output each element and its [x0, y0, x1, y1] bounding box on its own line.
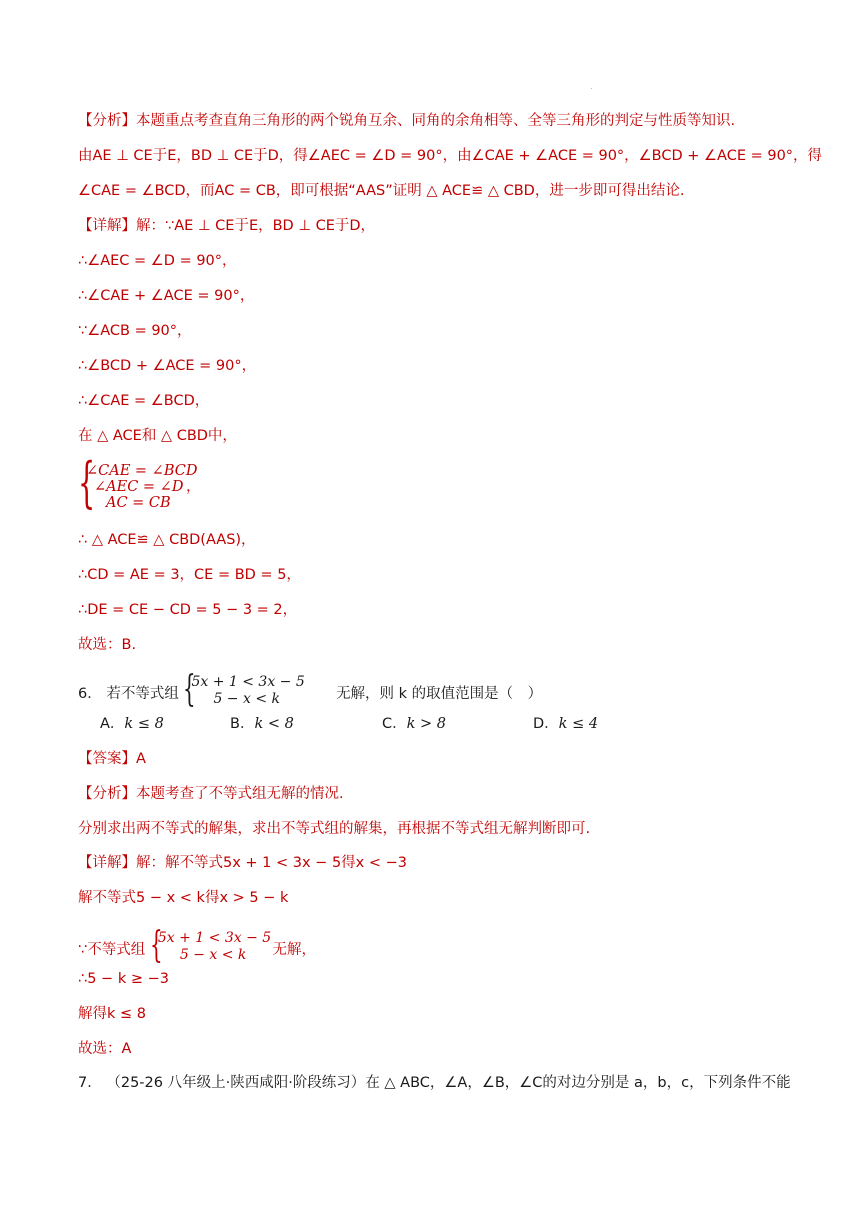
- answer-value: A: [136, 751, 146, 767]
- left-brace: {: [149, 925, 163, 966]
- option-label: B．: [230, 716, 255, 732]
- option-label: C．: [382, 716, 407, 732]
- analysis-line-2: 由AE ⊥ CE于E，BD ⊥ CE于D，得∠AEC = ∠D = 90°，由∠CAE + ∠ACE = 90°，∠BCD + ∠ACE = 90°，得: [78, 148, 823, 164]
- detail-text: 解：∵AE ⊥ CE于E，BD ⊥ CE于D，: [136, 218, 376, 234]
- detail-text: 解：解不等式5x + 1 < 3x − 5得x < −3: [136, 855, 407, 871]
- detail6-line-4: ∴5 − k ≥ −3: [78, 971, 169, 987]
- detail-system: [149, 925, 272, 966]
- detail-line-9: ∴CD = AE = 3，CE = BD = 5，: [78, 567, 301, 583]
- option-label: D．: [533, 716, 559, 732]
- question-text: 在 △ ABC，∠A，∠B，∠C的对边分别是 a，b，c，下列条件不能: [365, 1075, 791, 1091]
- question-pre: 若不等式组: [106, 686, 179, 702]
- system-row-2: 5 − x < k: [213, 691, 281, 707]
- detail-line-6: ∴∠CAE = ∠BCD，: [78, 393, 210, 409]
- detail6-line-1: [78, 853, 407, 873]
- system-row-2: ∠AEC = ∠D: [94, 479, 184, 495]
- question-source: （25-26 八年级上·陕西咸阳·阶段练习）: [106, 1075, 366, 1091]
- detail-line-11: 故选：B.: [78, 637, 137, 653]
- option-d[interactable]: [533, 714, 598, 734]
- question-number: 7．: [78, 1075, 102, 1091]
- option-value: k < 8: [254, 716, 294, 732]
- left-brace: {: [183, 669, 197, 710]
- system-row-2: 5 − x < k: [179, 947, 247, 963]
- scan-speck: [591, 88, 592, 89]
- analysis-line-1: [78, 111, 735, 131]
- analysis-label: 【分析】: [78, 786, 136, 802]
- analysis6-line-1: [78, 784, 344, 804]
- option-b[interactable]: [230, 714, 294, 734]
- system-row-1: ∠CAE = ∠BCD: [86, 463, 198, 479]
- answer-label: 【答案】: [78, 751, 136, 767]
- left-brace: {: [78, 451, 96, 514]
- detail6-line-2: 解不等式5 − x < k得x > 5 − k: [78, 890, 289, 906]
- question-6: [78, 669, 543, 710]
- detail-line-8: ∴ △ ACE≌ △ CBD(AAS)，: [78, 532, 256, 548]
- analysis-label: 【分析】: [78, 113, 136, 129]
- line-pre: ∵不等式组: [78, 942, 146, 958]
- detail6-line-6: 故选：A: [78, 1041, 132, 1057]
- analysis-text: 本题考查了不等式组无解的情况.: [136, 786, 344, 802]
- analysis-text: 本题重点考查直角三角形的两个锐角互余、同角的余角相等、全等三角形的判定与性质等知识.: [136, 113, 736, 129]
- detail-line-5: ∴∠BCD + ∠ACE = 90°，: [78, 358, 257, 374]
- option-value: k ≤ 4: [558, 716, 599, 732]
- system-row-3: AC = CB: [106, 495, 171, 511]
- detail-line-7: 在 △ ACE和 △ CBD中，: [78, 428, 237, 444]
- system-row-1: 5x + 1 < 3x − 5: [191, 674, 305, 690]
- system-tail: ，: [186, 479, 201, 495]
- option-a[interactable]: [100, 714, 164, 734]
- analysis6-line-2: 分别求出两不等式的解集，求出不等式组的解集，再根据不等式组无解判断即可.: [78, 821, 591, 837]
- detail-label: 【详解】: [78, 855, 136, 871]
- question-post: 无解，则 k 的取值范围是（ ）: [336, 686, 543, 702]
- detail6-line-5: 解得k ≤ 8: [78, 1006, 146, 1022]
- detail-line-1: [78, 216, 375, 236]
- detail-line-3: ∴∠CAE + ∠ACE = 90°，: [78, 288, 255, 304]
- answer-line: [78, 749, 146, 769]
- question-number: 6．: [78, 686, 102, 702]
- option-value: k ≤ 8: [124, 716, 164, 732]
- detail-label: 【详解】: [78, 218, 136, 234]
- detail6-line-3: [78, 925, 316, 966]
- option-value: k > 8: [406, 716, 447, 732]
- detail-line-2: ∴∠AEC = ∠D = 90°，: [78, 253, 237, 269]
- question-7: [78, 1073, 791, 1093]
- system-row-1: 5x + 1 < 3x − 5: [157, 930, 272, 946]
- line-post: 无解，: [272, 942, 316, 958]
- detail-line-4: ∵∠ACB = 90°，: [78, 323, 192, 339]
- analysis-line-3: ∠CAE = ∠BCD，而AC = CB，即可根据“AAS”证明 △ ACE≌ △ CBD，进一步即可得出结论.: [78, 183, 685, 199]
- question-system: [183, 669, 331, 710]
- detail-line-10: ∴DE = CE − CD = 5 − 3 = 2，: [78, 602, 298, 618]
- option-label: A．: [100, 716, 125, 732]
- option-c[interactable]: [382, 714, 446, 734]
